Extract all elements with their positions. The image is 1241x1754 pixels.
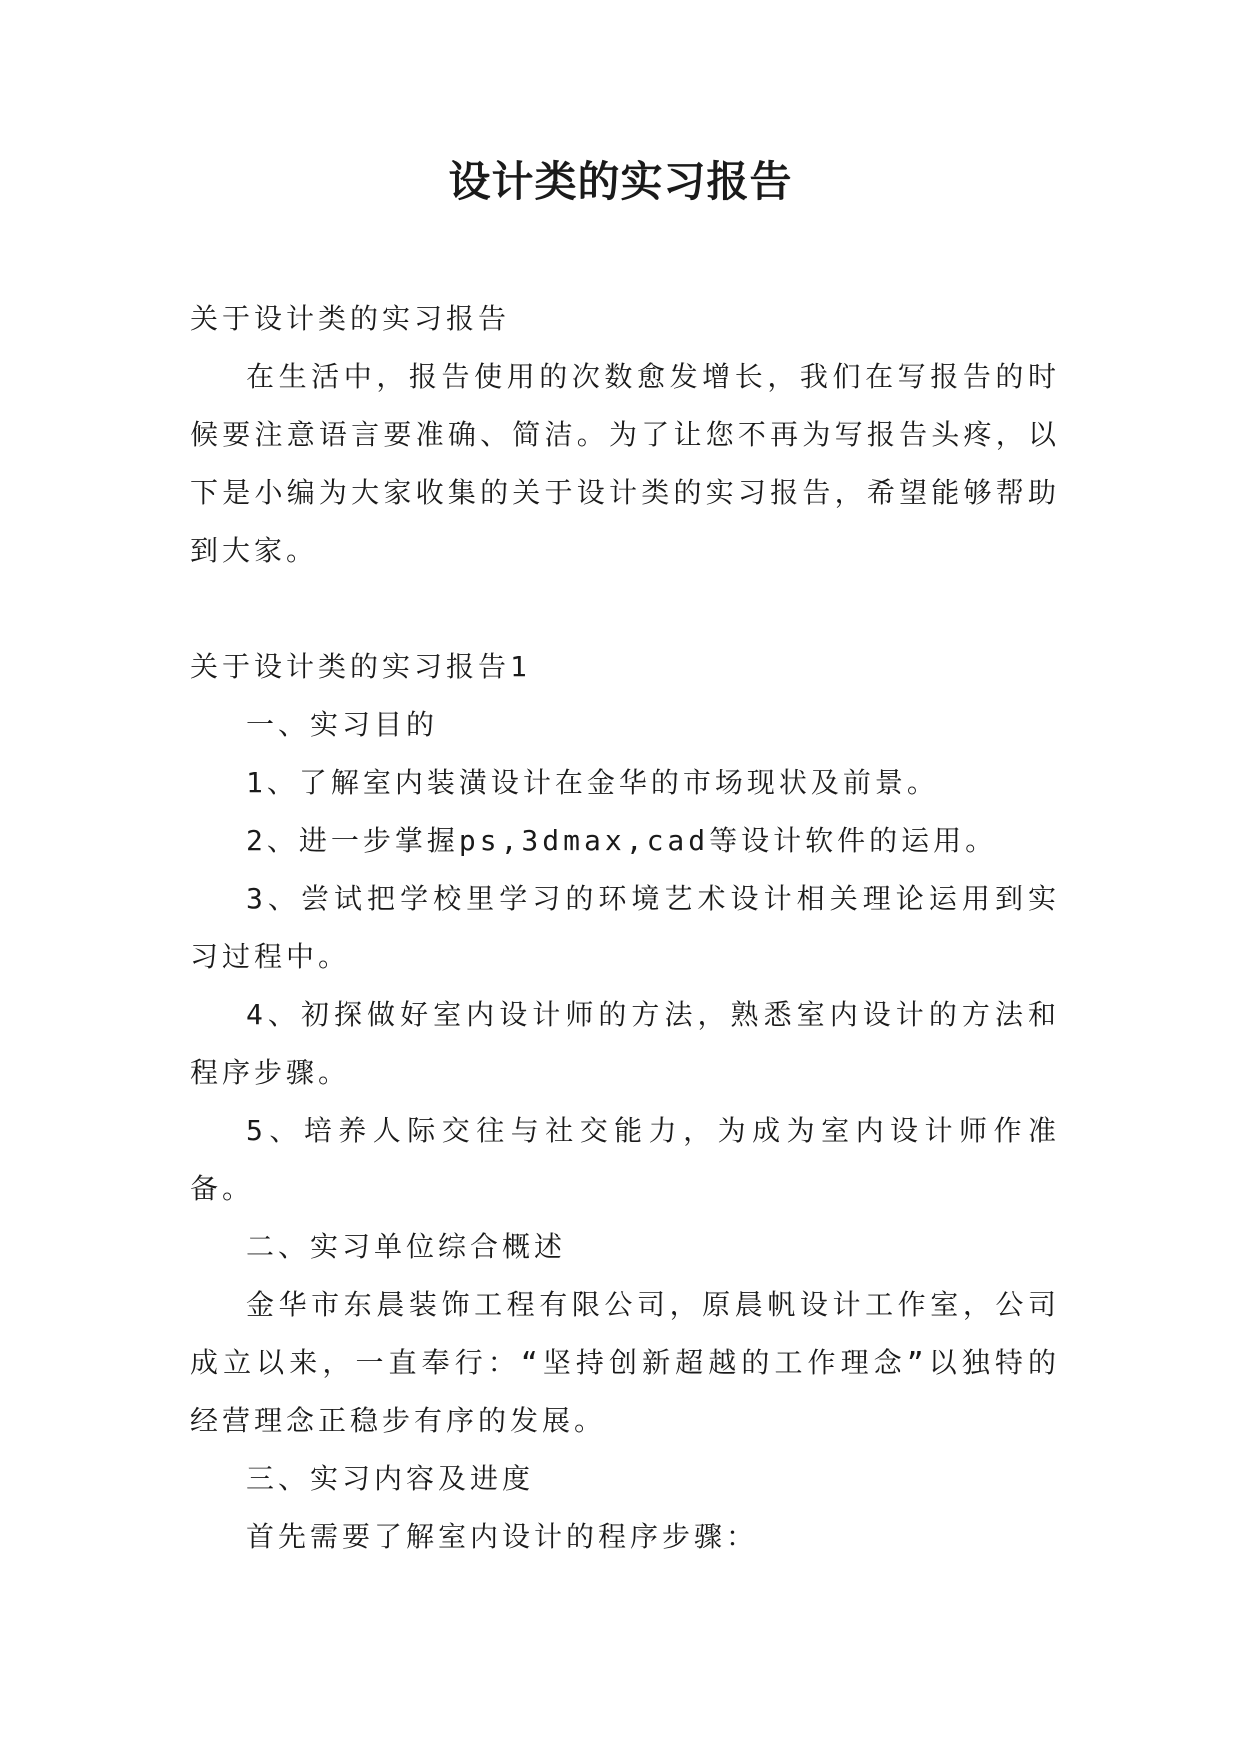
heading-content: 三、实习内容及进度 <box>246 1462 535 1495</box>
purpose-item: 2、进一步掌握ps,3dmax,cad等设计软件的运用。 <box>246 824 998 857</box>
intro-paragraph: 在生活中，报告使用的次数愈发增长，我们在写报告的时候要注意语言要准确、简洁。为了让您不再为写报告头疼，以下是小编为大家收集的关于设计类的实习报告，希望能够帮助到大家。 <box>190 360 1060 567</box>
content-paragraph: 首先需要了解室内设计的程序步骤： <box>246 1520 759 1553</box>
document-body <box>190 290 1060 1566</box>
company-paragraph: 金华市东晨装饰工程有限公司，原晨帆设计工作室，公司成立以来，一直奉行：“坚持创新超越的工作理念”以独特的经营理念正稳步有序的发展。 <box>190 1288 1060 1437</box>
section-title: 关于设计类的实习报告1 <box>190 650 531 683</box>
heading-company: 二、实习单位综合概述 <box>246 1230 567 1263</box>
purpose-item: 1、了解室内装潢设计在金华的市场现状及前景。 <box>246 766 939 799</box>
subtitle: 关于设计类的实习报告 <box>190 302 511 335</box>
heading-purpose: 一、实习目的 <box>246 708 439 741</box>
purpose-item: 4、初探做好室内设计师的方法，熟悉室内设计的方法和程序步骤。 <box>190 998 1060 1089</box>
document-title: 设计类的实习报告 <box>448 157 793 206</box>
purpose-item: 5、培养人际交往与社交能力，为成为室内设计师作准备。 <box>190 1114 1060 1205</box>
purpose-item: 3、尝试把学校里学习的环境艺术设计相关理论运用到实习过程中。 <box>190 882 1060 973</box>
paragraph-gap <box>190 580 1060 638</box>
